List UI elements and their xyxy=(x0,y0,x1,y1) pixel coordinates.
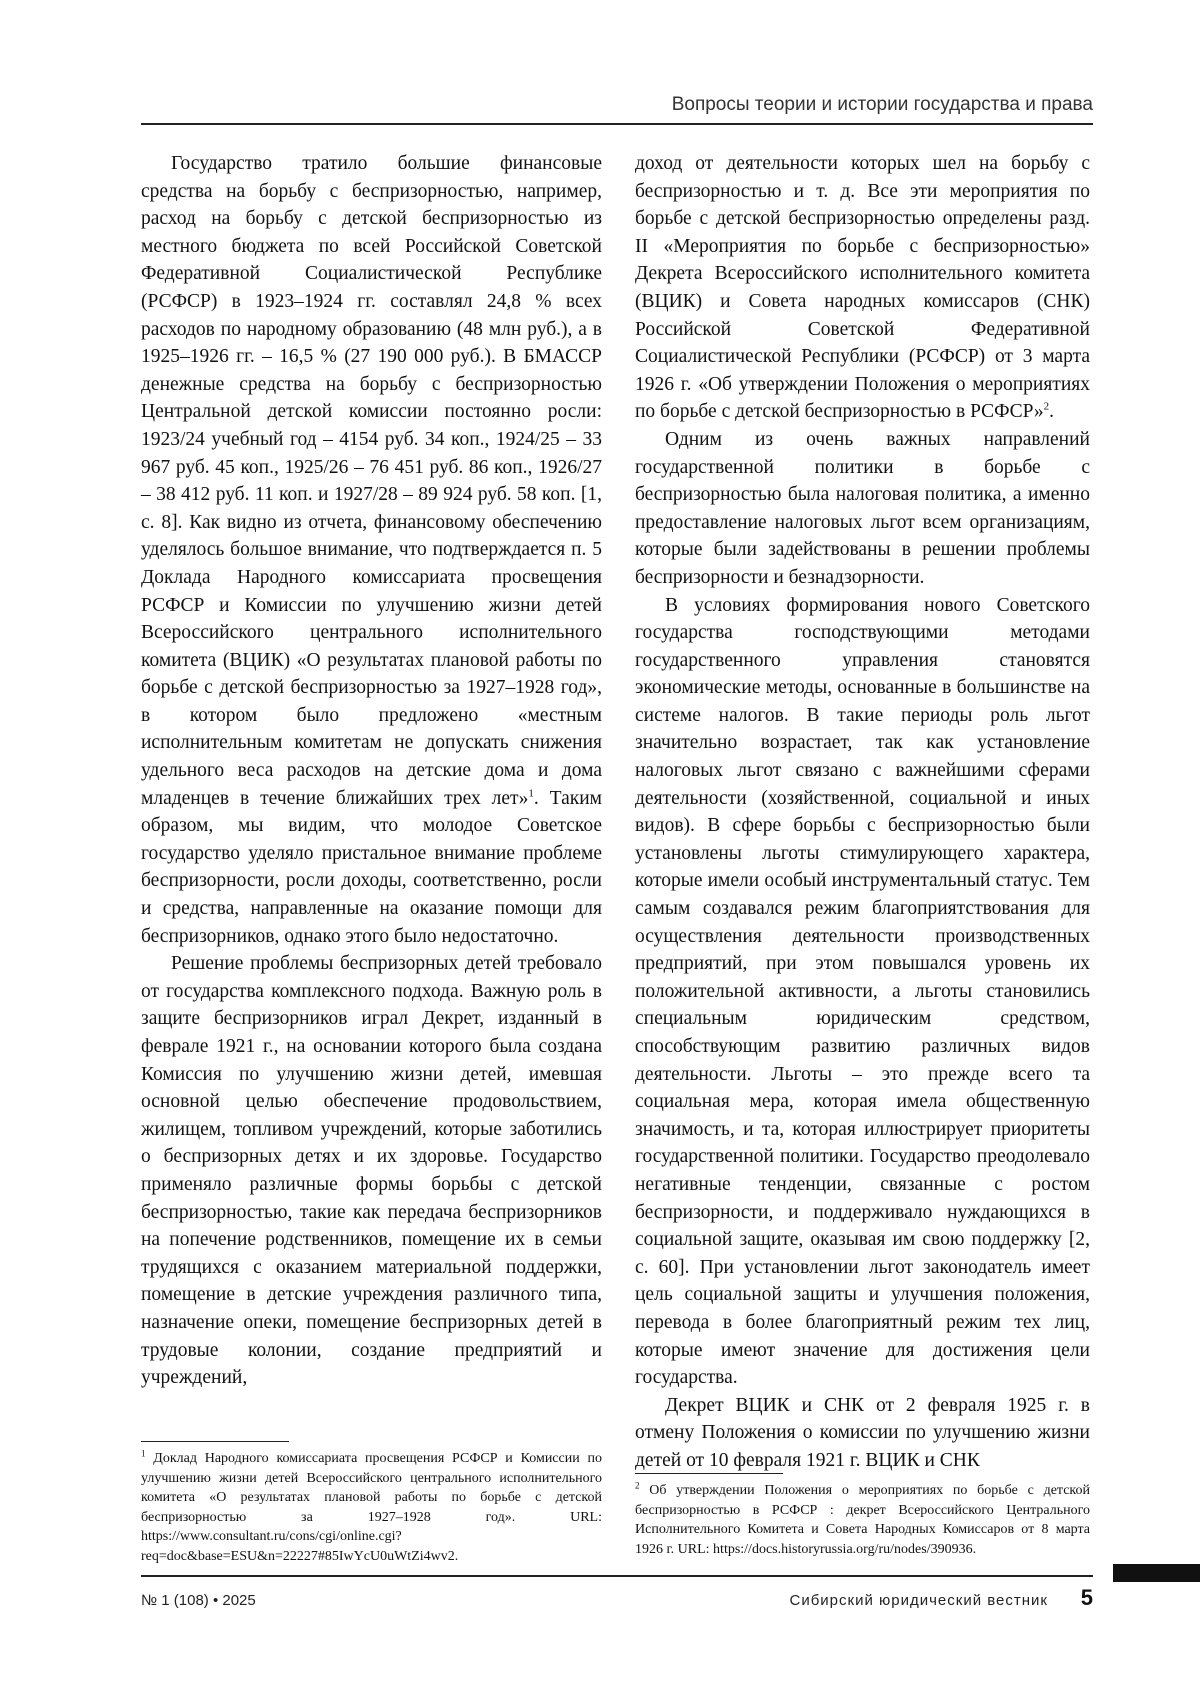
paragraph: Решение проблемы беспризорных детей требовало от государства комплексного подхода. Важную роль в защите беспризорников играл Декрет, изданный в феврале 1921 г., на основании которого была создана Комиссия по улучшению жизни детей, имевшая основной целью обеспечение продовольствием, жилищем, топливом учреждений, которые заботились о беспризорных детях и их здоровье. Государство применяло различные формы борьбы с детской беспризорностью, такие как передача беспризорников на попечение родственников, помещение их в семьи трудящихся с оказанием материальной поддержки, помещение в детские учреждения различного типа, назначение опеки, помещение беспризорных детей в трудовые колонии, создание предприятий и учреждений, xyxy=(141,953,602,1389)
paragraph: Декрет ВЦИК и СНК от 2 февраля 1925 г. в отмену Положения о комиссии по улучшению жизни детей от 10 февраля 1921 г. ВЦИК и СНК xyxy=(635,1394,1090,1471)
footnote-1 xyxy=(141,1449,602,1566)
right-column xyxy=(635,150,1090,1475)
header-rule xyxy=(141,123,1093,125)
page-number: 5 xyxy=(1080,1585,1093,1610)
footer-rule xyxy=(141,1575,1093,1577)
paragraph-text: Государство тратило большие финансовые средства на борьбу с беспризорностью, например, расход на борьбу с детской беспризорностью из местного бюджета по всей Российской Советской Федеративной Социалистической Республике (РСФСР) в 1923–1924 гг. составлял 24,8 % всех расходов по народному образованию (48 млн руб.), а в 1925–1926 гг. – 16,5 % (27 190 000 руб.). В БМАССР денежные средства на борьбу с беспризорностью Центральной детской комиссии постоянно росли: 1923/24 учебный год – 4154 руб. 34 коп., 1924/25 – 33 967 руб. 45 коп., 1925/26 – 76 451 руб. 86 коп., 1926/27 – 38 412 руб. 11 коп. и 1927/28 – 89 924 руб. 58 коп. [1, с. 8]. Как видно из отчета, финансовому обеспечению уделялось большое внимание, что подтверждается п. 5 Доклада Народного комиссариата просвещения РСФСР и Комиссии по улучшению жизни детей Всероссийского центрального исполнительного комитета (ВЦИК) «О результатах плановой работы по борьбе с детской беспризорностью за 1927–1928 год», в котором было предложено «местным исполнительным комитетам не допускать снижения удельного веса расходов на детские дома и дома младенцев в течение ближайших трех лет» xyxy=(141,153,602,809)
footnote-rule xyxy=(141,1441,289,1442)
paragraph: Одним из очень важных направлений государственной политики в борьбе с беспризорностью была налоговая политика, а именно предоставление налоговых льгот всем организациям, которые были задействованы в решении проблемы беспризорности и безнадзорности. xyxy=(635,428,1090,588)
journal-title: Сибирский юридический вестник xyxy=(789,1592,1048,1609)
footnote-ref: 1 xyxy=(528,787,534,800)
paragraph xyxy=(635,150,1090,426)
running-title: Вопросы теории и истории государства и права xyxy=(671,94,1093,115)
footnote-number: 1 xyxy=(141,1448,146,1459)
footer-accent-bar xyxy=(1113,1564,1200,1582)
footnote-text: Доклад Народного комиссариата просвещения РСФСР и Комиссии по улучшению жизни детей Всероссийского центрального исполнительного комитета «О результатах плановой работы по борьбе с детской беспризорностью за 1927–1928 год». URL: https://www.consultant.ru/cons/cgi/online.cgi?req=doc&base=ESU&n=22227#85IwYcU0uWtZi4wv2. xyxy=(141,1451,602,1564)
paragraph-text: доход от деятельности которых шел на борьбу с беспризорностью и т. д. Все эти мероприятия по борьбе с детской беспризорностью определены разд. II «Мероприятия по борьбе с беспризорностью» Декрета Всероссийского исполнительного комитета (ВЦИК) и Совета народных комиссаров (СНК) Российской Советской Федеративной Социалистической Республики (РСФСР) от 3 марта 1926 г. «Об утверждении Положения о мероприятиях по борьбе с детской беспризорностью в РСФСР» xyxy=(635,153,1090,423)
left-column xyxy=(141,150,602,1392)
footnote-text: Об утверждении Положения о мероприятиях по борьбе с детской беспризорностью в РСФСР : декрет Всероссийского Центрального Исполнительного Комитета и Совета Народных Комиссаров от 8 марта 1926 г. URL: https://docs.historyrussia.org/ru/nodes/390936. xyxy=(635,1483,1090,1557)
paragraph xyxy=(141,150,602,950)
footnote-rule xyxy=(635,1473,783,1474)
footnote-number: 2 xyxy=(635,1480,640,1491)
issue-label: № 1 (108) • 2025 xyxy=(141,1592,256,1609)
footnote-2 xyxy=(635,1481,1090,1559)
paragraph: В условиях формирования нового Советского государства господствующими методами государственного управления становятся экономические методы, основанные в большинстве на системе налогов. В такие периоды роль льгот значительно возрастает, так как установление налоговых льгот связано с важнейшими сферами деятельности (хозяйственной, социальной и иных видов). В сфере борьбы с беспризорностью были установлены льготы стимулирующего характера, которые имели особый инструментальный статус. Тем самым создавался режим благоприятствования для осуществления деятельности производственных предприятий, при этом повышался уровень их положительной активности, а льготы становились специальным юридическим средством, способствующим развитию различных видов деятельности. Льготы – это прежде всего та социальная мера, которая имела общественную значимость, и та, которая иллюстрирует приоритеты государственной политики. Государство преодолевало негативные тенденции, связанные с ростом беспризорности, и поддерживало нуждающихся в социальной защите, оказывая им свою поддержку [2, с. 60]. При установлении льгот законодатель имеет цель социальной защиты и улучшения положения, перевода в более благоприятный режим тех лиц, которые имеют значение для достижения цели государства. xyxy=(635,594,1090,1389)
paragraph-text: . xyxy=(1049,401,1055,423)
footnote-ref: 2 xyxy=(1043,400,1050,413)
paragraph-text: . Таким образом, мы видим, что молодое Советское государство уделяло пристальное внимание проблеме беспризорности, росли доходы, соответственно, росли и средства, направленные на оказание помощи для беспризорников, однако этого было недостаточно. xyxy=(141,787,602,947)
